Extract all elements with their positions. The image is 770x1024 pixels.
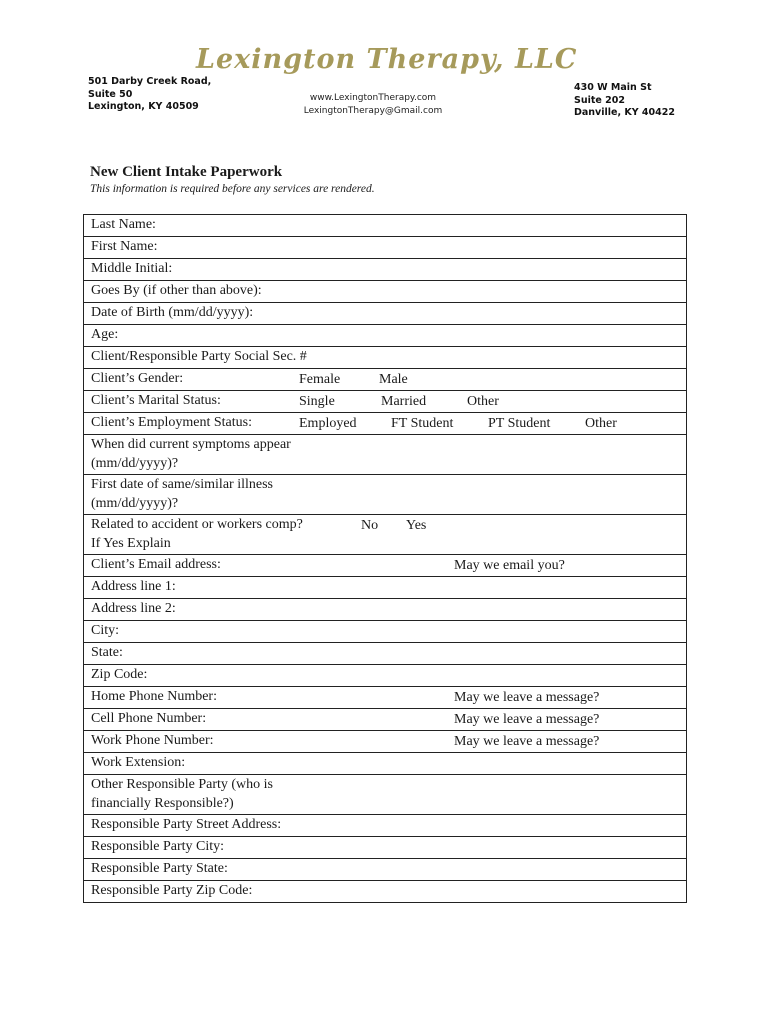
field-label: Responsible Party State: (91, 861, 228, 876)
form-field-city[interactable] (84, 621, 687, 643)
form-field-marital-status (84, 391, 687, 413)
field-label: Goes By (if other than above): (91, 283, 262, 298)
accident-option-yes[interactable]: Yes (406, 518, 427, 533)
form-title: New Client Intake Paperwork (90, 164, 283, 180)
form-field-responsible-zip[interactable] (84, 881, 687, 903)
left-office-address (88, 76, 211, 114)
form-field-accident-workers-comp (84, 515, 687, 555)
address-line: Lexington, KY 40509 (88, 101, 199, 112)
form-field-work-phone[interactable] (84, 731, 687, 753)
form-field-similar-illness-date[interactable] (84, 475, 687, 515)
employment-option-pt-student[interactable]: PT Student (488, 416, 551, 431)
form-field-age[interactable] (84, 325, 687, 347)
address-line: Suite 50 (88, 88, 133, 100)
form-field-symptoms-date[interactable] (84, 435, 687, 475)
field-label: Last Name: (91, 217, 156, 232)
form-field-responsible-street[interactable] (84, 815, 687, 837)
form-field-work-extension[interactable] (84, 753, 687, 775)
form-field-state[interactable] (84, 643, 687, 665)
form-subtitle: This information is required before any services are rendered. (90, 183, 375, 195)
form-field-other-responsible-party[interactable] (84, 775, 687, 815)
address-line: 430 W Main St (574, 82, 652, 93)
form-field-responsible-state[interactable] (84, 859, 687, 881)
field-label: Middle Initial: (91, 261, 173, 276)
email-text: LexingtonTherapy@Gmail.com (303, 105, 443, 116)
company-logo-text: Lexington Therapy, LLC (196, 44, 578, 75)
field-label: Client’s Employment Status: (91, 415, 252, 430)
work-message-permission[interactable]: May we leave a message? (454, 734, 600, 749)
form-field-address-line-1[interactable] (84, 577, 687, 599)
field-label: Age: (91, 327, 119, 342)
field-label: Address line 1: (91, 579, 176, 594)
form-field-date-of-birth[interactable] (84, 303, 687, 325)
form-field-email-address[interactable] (84, 555, 687, 577)
field-label: First Name: (91, 239, 158, 254)
form-field-responsible-city[interactable] (84, 837, 687, 859)
field-label: Date of Birth (mm/dd/yyyy): (91, 305, 254, 320)
field-label: Zip Code: (91, 667, 148, 682)
field-label: Responsible Party Street Address: (91, 817, 282, 832)
form-field-gender (84, 369, 687, 391)
field-label: Client/Responsible Party Social Sec. # (91, 349, 307, 364)
form-field-employment-status (84, 413, 687, 435)
gender-option-female[interactable]: Female (299, 372, 341, 387)
field-label: Client’s Email address: (91, 557, 221, 572)
field-label: Related to accident or workers comp? (91, 517, 303, 532)
contact-info (300, 92, 446, 117)
field-label: City: (91, 623, 120, 638)
field-label: First date of same/similar illness (mm/dd/yyyy)? (91, 477, 273, 511)
form-field-first-name[interactable] (84, 237, 687, 259)
field-label: Responsible Party City: (91, 839, 224, 854)
marital-option-single[interactable]: Single (299, 394, 335, 409)
marital-option-married[interactable]: Married (381, 394, 427, 409)
address-line: 501 Darby Creek Road, (88, 76, 212, 87)
field-label: When did current symptoms appear (mm/dd/yyyy)? (91, 437, 291, 471)
form-field-zip-code[interactable] (84, 665, 687, 687)
field-note: If Yes Explain (91, 535, 171, 551)
address-line: Danville, KY 40422 (574, 107, 675, 118)
website-text: www.LexingtonTherapy.com (309, 93, 437, 103)
form-field-social-security[interactable] (84, 347, 687, 369)
form-field-cell-phone[interactable] (84, 709, 687, 731)
accident-option-no[interactable]: No (361, 518, 379, 533)
field-label: Cell Phone Number: (91, 711, 207, 726)
form-field-home-phone[interactable] (84, 687, 687, 709)
field-label: Responsible Party Zip Code: (91, 883, 253, 898)
email-permission-question[interactable]: May we email you? (454, 558, 565, 573)
field-label: Client’s Marital Status: (91, 393, 221, 408)
cell-message-permission[interactable]: May we leave a message? (454, 712, 600, 727)
right-office-address (574, 82, 675, 120)
field-label: Client’s Gender: (91, 371, 184, 386)
home-message-permission[interactable]: May we leave a message? (454, 690, 600, 705)
form-field-middle-initial[interactable] (84, 259, 687, 281)
form-field-goes-by[interactable] (84, 281, 687, 303)
marital-option-other[interactable]: Other (467, 394, 499, 409)
employment-option-employed[interactable]: Employed (299, 416, 357, 431)
field-label: Other Responsible Party (who is financially Responsible?) (91, 777, 273, 811)
form-field-last-name[interactable] (84, 215, 687, 237)
field-label: State: (91, 645, 123, 660)
intake-form-table (83, 214, 687, 903)
field-label: Address line 2: (91, 601, 176, 616)
field-label: Work Phone Number: (91, 733, 214, 748)
employment-option-other[interactable]: Other (585, 416, 617, 431)
gender-option-male[interactable]: Male (379, 372, 408, 387)
address-line: Suite 202 (574, 94, 625, 106)
form-field-address-line-2[interactable] (84, 599, 687, 621)
field-label: Work Extension: (91, 755, 186, 770)
field-label: Home Phone Number: (91, 689, 217, 704)
employment-option-ft-student[interactable]: FT Student (391, 416, 454, 431)
